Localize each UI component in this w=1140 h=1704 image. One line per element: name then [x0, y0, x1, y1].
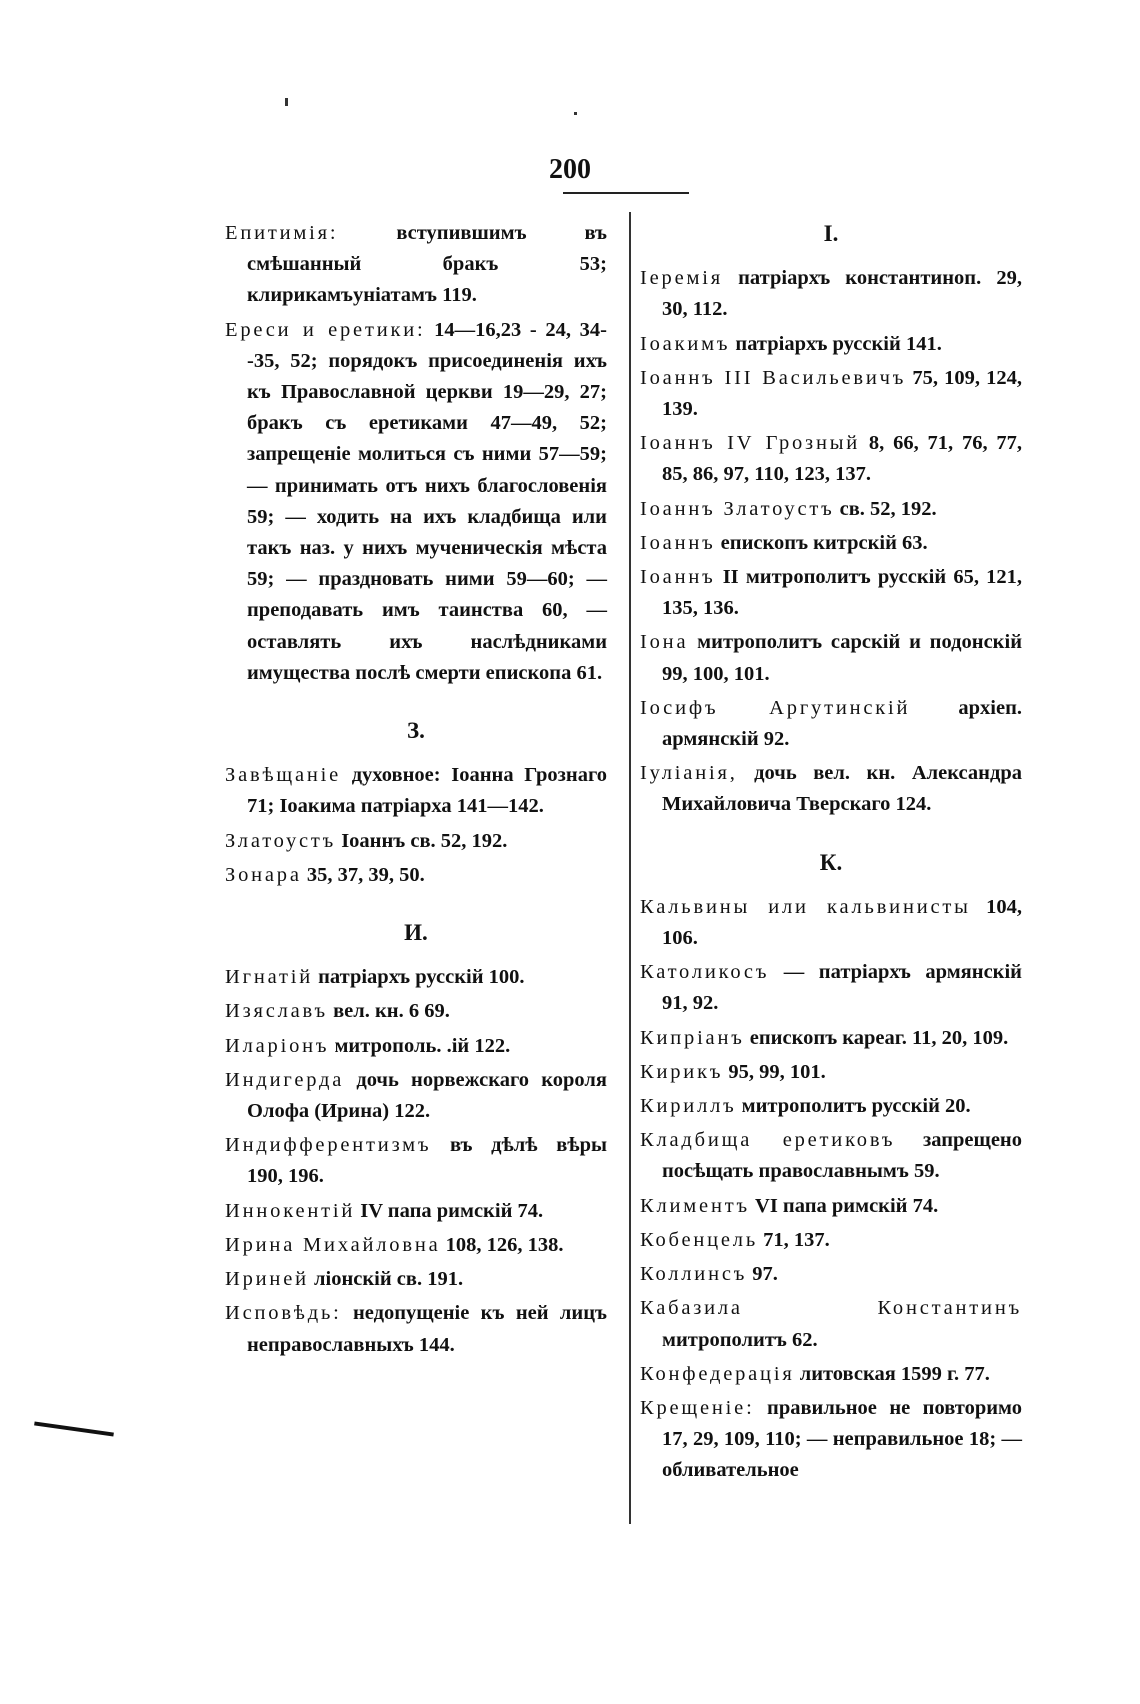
index-entry-term: Климентъ: [640, 1194, 750, 1217]
index-entry-term: Завѣщаніе: [225, 764, 342, 787]
index-entry-term: Крещеніе:: [640, 1396, 755, 1419]
index-entry-text: 95, 99, 101.: [723, 1060, 826, 1083]
index-entry: [225, 1196, 607, 1227]
index-entry-text: епископъ кареаг. 11, 20, 109.: [744, 1026, 1009, 1049]
index-entry: [640, 758, 1022, 820]
index-entry: [640, 1125, 1022, 1187]
index-entry-term: Иларіонъ: [225, 1034, 330, 1057]
index-entry-text: 97.: [747, 1263, 778, 1286]
index-entry-text: литовская 1599 г. 77.: [794, 1362, 990, 1385]
index-entry-text: 108, 126, 138.: [440, 1233, 564, 1256]
index-entry-text: патріархъ русскій 100.: [312, 966, 525, 989]
index-column-left: [225, 218, 607, 1364]
index-entry-term: Кирикъ: [640, 1060, 724, 1083]
index-entry: [640, 363, 1022, 425]
index-entry: [225, 962, 607, 993]
index-entry: [640, 1293, 1022, 1355]
index-entry: [225, 860, 607, 891]
index-entry: [640, 1057, 1022, 1088]
index-entry-term: Іоакимъ: [640, 332, 731, 355]
index-entry: [640, 627, 1022, 689]
index-entry-term: Кладбища еретиковъ: [640, 1129, 896, 1152]
index-entry-term: Католикосъ: [640, 961, 770, 984]
index-entry-term: Епитимія:: [225, 222, 339, 244]
index-entry-term: Кипріанъ: [640, 1026, 745, 1049]
index-entry: [640, 528, 1022, 559]
page-number-rule: [563, 192, 689, 194]
letter-heading: К.: [819, 849, 843, 875]
index-entry: [640, 1359, 1022, 1390]
index-entry-text: 35, 37, 39, 50.: [301, 863, 425, 886]
index-entry-term: Игнатій: [225, 966, 313, 989]
index-entry-term: Іоаннъ: [640, 531, 716, 554]
index-entry-text: митрополитъ русскій 20.: [736, 1095, 971, 1118]
index-entry-text: епископъ китрскій 63.: [715, 531, 928, 554]
index-entry-text: запрещено посѣщать православнымъ 59.: [662, 1129, 1022, 1183]
index-entry-text: Іоаннъ св. 52, 192.: [336, 829, 508, 852]
index-entry-text: недопущеніе къ ней лицъ неправославныхъ 144.: [247, 1302, 607, 1356]
index-entry-text: митрополь. .ій 122.: [329, 1034, 511, 1057]
index-entry: [640, 428, 1022, 490]
index-entry: [225, 315, 607, 689]
index-entry-text: IV папа римскій 74.: [355, 1199, 544, 1222]
index-entry-text: вел. кн. 6 69.: [327, 1000, 450, 1023]
index-entry: [225, 1130, 607, 1192]
page-number: 200: [549, 154, 591, 185]
index-entry-text: св. 52, 192.: [834, 497, 937, 520]
index-entry-text: правильное не повторимо 17, 29, 109, 110; — неправильное 18; — обливательное: [662, 1396, 1022, 1482]
index-entry-term: Іоаннъ: [640, 566, 716, 589]
index-entry: [640, 1393, 1022, 1487]
index-entry: [640, 1091, 1022, 1122]
index-entry-text: ліонскій св. 191.: [308, 1268, 464, 1291]
index-entry-term: Индигерда: [225, 1068, 345, 1091]
index-entry-text: VI папа римскій 74.: [749, 1194, 939, 1217]
index-entry-term: Кальвины или кальвинисты: [640, 895, 971, 918]
index-entry: [225, 760, 607, 822]
index-entry-term: Іоаннъ III Васильевичъ: [640, 366, 907, 389]
index-entry-text: патріархъ русскій 141.: [730, 332, 942, 355]
index-entry: [640, 1191, 1022, 1222]
index-entry-text: митрополитъ 62.: [662, 1328, 818, 1351]
index-entry-term: Зонара: [225, 863, 302, 886]
index-entry-term: Индифферентизмъ: [225, 1134, 432, 1157]
scan-speck: [574, 112, 577, 115]
index-entry-text: II митрополитъ русскій 65, 121, 135, 136.: [662, 566, 1022, 620]
index-entry: [640, 892, 1022, 954]
index-entry-term: Кабазила Константинъ: [640, 1297, 1022, 1320]
index-entry: [225, 1230, 607, 1261]
index-entry-term: Изяславъ: [225, 1000, 328, 1023]
index-entry: [225, 218, 607, 312]
index-entry: [640, 1225, 1022, 1256]
index-entry-term: Кириллъ: [640, 1095, 737, 1118]
index-column-right: [640, 218, 1022, 1490]
index-entry-term: Иннокентій: [225, 1199, 356, 1222]
index-entry: [225, 826, 607, 857]
index-entry: [640, 329, 1022, 360]
index-entry-term: Ереси и еретики:: [225, 318, 426, 341]
index-entry: [225, 1264, 607, 1295]
scan-speck: [34, 1421, 114, 1436]
index-entry: [225, 1031, 607, 1062]
index-entry-text: 8, 66, 71, 76, 77, 85, 86, 97, 110, 123, 137.: [662, 432, 1023, 486]
index-entry-term: Коллинсъ: [640, 1263, 748, 1286]
index-entry-text: — патріархъ армянскій 91, 92.: [662, 961, 1022, 1015]
index-entry-term: Кобенцель: [640, 1228, 758, 1251]
index-entry: [640, 957, 1022, 1019]
index-entry-text: патріархъ константиноп. 29, 30, 112.: [662, 267, 1022, 321]
index-entry: [640, 263, 1022, 325]
scan-speck: [285, 98, 288, 106]
letter-heading: З.: [407, 718, 425, 744]
index-entry-text: въ дѣлѣ вѣры 190, 196.: [247, 1134, 607, 1188]
index-entry-term: Іоаннъ IV Грозный: [640, 432, 861, 455]
index-entry-term: Ирина Михайловна: [225, 1233, 441, 1256]
index-entry-term: Ириней: [225, 1268, 309, 1291]
index-entry-text: 104, 106.: [662, 895, 1022, 950]
index-entry-term: Іона: [640, 631, 689, 654]
letter-heading: I.: [823, 221, 839, 246]
index-entry: [225, 1065, 607, 1127]
index-entry-term: Іуліанія,: [640, 762, 738, 785]
index-entry-text: дочь вел. кн. Александра Михайловича Тверскаго 124.: [662, 762, 1022, 816]
index-entry-text: 75, 109, 124, 139.: [662, 366, 1022, 421]
index-entry-term: Конфедерація: [640, 1362, 795, 1385]
letter-heading: И.: [404, 920, 428, 946]
index-entry-text: 71, 137.: [757, 1228, 830, 1251]
index-entry: [640, 562, 1022, 624]
index-entry: [640, 693, 1022, 755]
index-entry: [225, 996, 607, 1027]
index-entry: [640, 494, 1022, 525]
index-entry-term: Исповѣдь:: [225, 1302, 342, 1325]
index-entry-text: архіеп. армянскій 92.: [662, 696, 1022, 751]
index-entry-term: Іосифъ Аргутинскій: [640, 696, 911, 719]
index-entry-text: духовное: Іоанна Грознаго 71; Іоакима патріарха 141—142.: [247, 764, 607, 818]
index-entry: [640, 1259, 1022, 1290]
index-entry-text: вступившимъ въ смѣшанный бракъ 53; клирикамъуніатамъ 119.: [247, 222, 607, 307]
index-entry: [640, 1023, 1022, 1054]
index-entry-term: Іоаннъ Златоустъ: [640, 497, 835, 520]
index-entry-term: Златоустъ: [225, 829, 337, 852]
index-entry-term: Іеремія: [640, 267, 723, 290]
index-entry-text: 14—16,23 - 24, 34--35, 52; порядокъ присоединенія ихъ къ Православной церкви 19—29, 27; бракъ съ еретиками 47—49, 52; запрещеніе молиться съ ними 57—59; — принимать отъ нихъ благословенія 59; — ходить на ихъ кладбища или такъ наз. у нихъ мученическія мѣста 59; — праздновать ними 59—60; — преподавать имъ таинства 60, — оставлять ихъ наслѣдниками имущества послѣ смерти епископа 61.: [247, 318, 607, 684]
column-divider: [629, 212, 631, 1524]
index-entry-text: митрополитъ сарскій и подонскій 99, 100, 101.: [662, 631, 1022, 685]
index-entry-text: дочь норвежскаго короля Олофа (Ирина) 122.: [247, 1068, 607, 1123]
index-entry: [225, 1298, 607, 1360]
